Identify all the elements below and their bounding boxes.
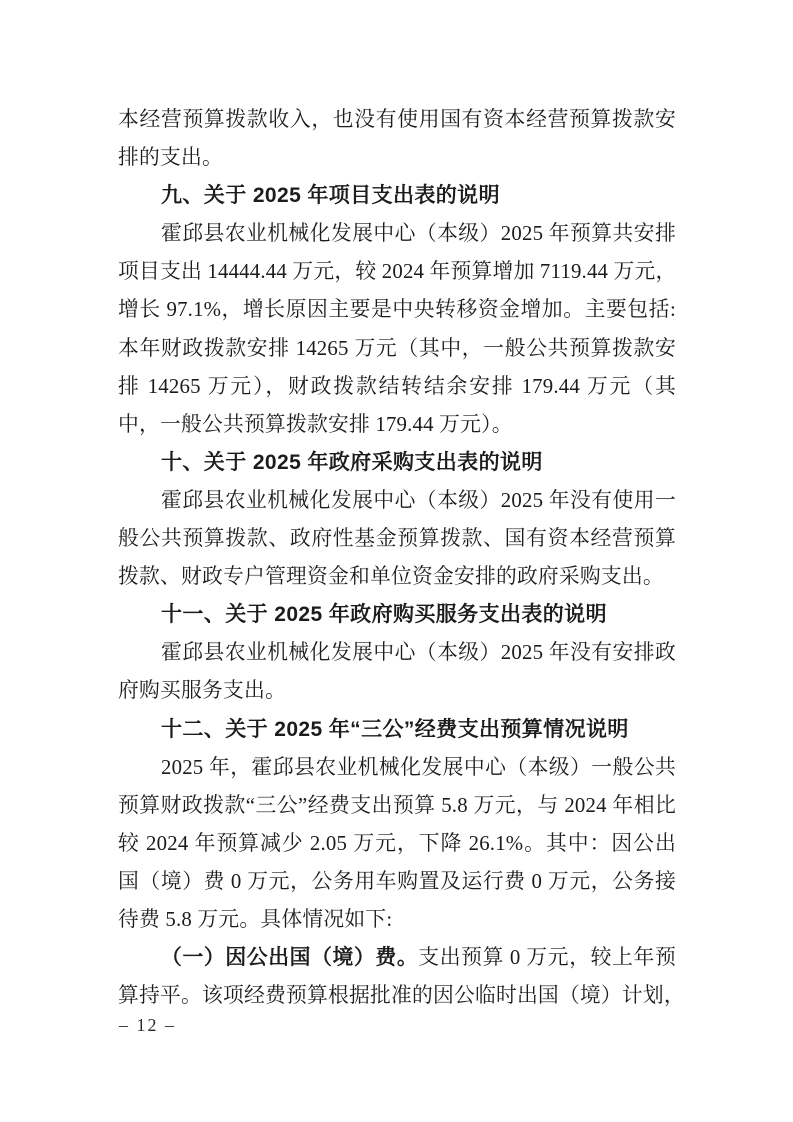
body-line: 本年财政拨款安排 14265 万元（其中，一般公共预算拨款安 — [118, 336, 676, 360]
body-line: 预算财政拨款“三公”经费支出预算 5.8 万元，与 2024 年相比 — [118, 793, 676, 817]
section-heading-10: 十、关于 2025 年政府采购支出表的说明 — [161, 450, 543, 474]
document-text-block — [118, 101, 685, 1015]
section-heading-12: 十二、关于 2025 年“三公”经费支出预算情况说明 — [161, 717, 629, 741]
body-line: 般公共预算拨款、政府性基金预算拨款、国有资本经营预算 — [118, 527, 676, 551]
body-text-run: 支出预算 0 万元，较上年预 — [418, 946, 676, 970]
section-heading-9: 九、关于 2025 年项目支出表的说明 — [161, 184, 500, 208]
body-line: 拨款、财政专户管理资金和单位资金安排的政府采购支出。 — [118, 565, 664, 589]
body-line: 增长 97.1%，增长原因主要是中央转移资金增加。主要包括: — [118, 298, 676, 322]
body-line — [118, 939, 676, 977]
body-line: 2025 年，霍邱县农业机械化发展中心（本级）一般公共 — [161, 755, 676, 779]
body-line: 中，一般公共预算拨款安排 179.44 万元）。 — [118, 412, 513, 436]
body-line: 霍邱县农业机械化发展中心（本级）2025 年没有使用一 — [161, 488, 676, 512]
body-line: 霍邱县农业机械化发展中心（本级）2025 年没有安排政 — [161, 641, 676, 665]
body-line: 本经营预算拨款收入，也没有使用国有资本经营预算拨款安 — [118, 108, 676, 131]
subitem-heading-run: （一）因公出国（境）费。 — [161, 946, 419, 970]
body-line: 待费 5.8 万元。具体情况如下: — [118, 907, 393, 931]
body-line: 项目支出 14444.44 万元，较 2024 年预算增加 7119.44 万元， — [118, 260, 677, 284]
body-line: 国（境）费 0 万元，公务用车购置及运行费 0 万元，公务接 — [118, 869, 676, 893]
body-line: 府购买服务支出。 — [118, 679, 286, 703]
page-number: – 12 – — [119, 1015, 176, 1035]
section-heading-11: 十一、关于 2025 年政府购买服务支出表的说明 — [161, 603, 607, 627]
body-line: 算持平。该项经费预算根据批准的因公临时出国（境）计划， — [118, 984, 685, 1008]
body-line: 霍邱县农业机械化发展中心（本级）2025 年预算共安排 — [161, 222, 676, 246]
body-line: 较 2024 年预算减少 2.05 万元，下降 26.1%。其中：因公出 — [118, 831, 676, 855]
body-line: 排 14265 万元），财政拨款结转结余安排 179.44 万元（其 — [118, 374, 676, 398]
body-line: 排的支出。 — [118, 146, 223, 170]
